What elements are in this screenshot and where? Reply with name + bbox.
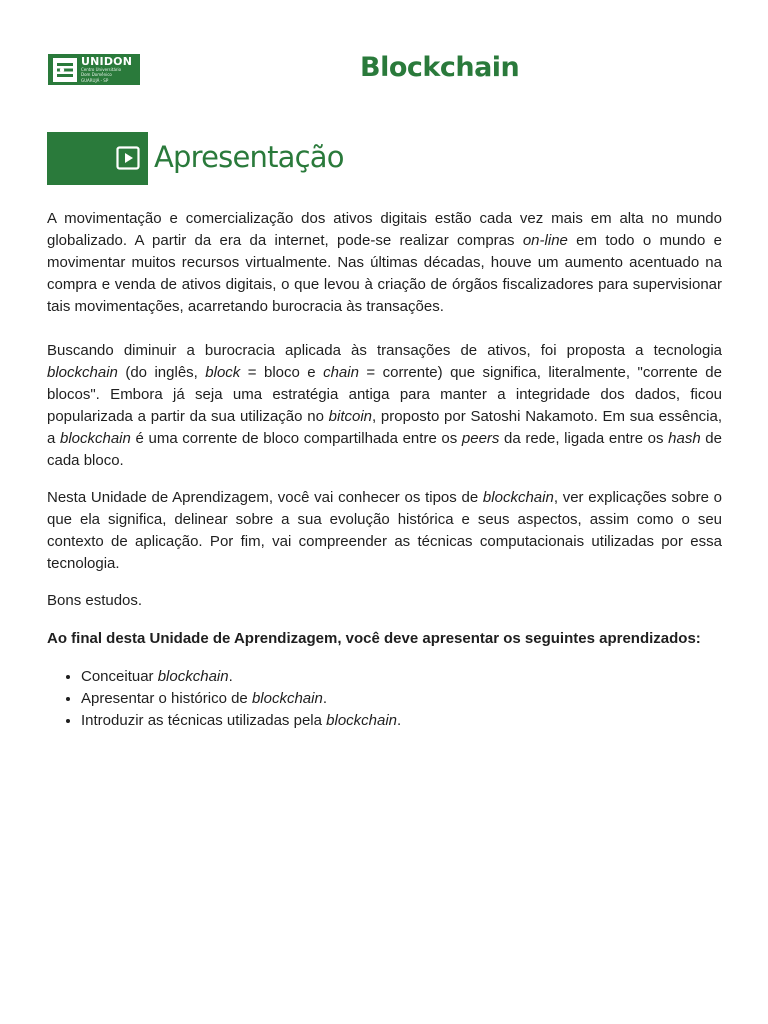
unit-overview-paragraph: Nesta Unidade de Aprendizagem, você vai conhecer os tipos de blockchain, ver explicações sobre o que ela significa, delinear sobre a sua evolução histórica e seus aspectos, assim como o seu contexto de aplicação. Por fim, vai compreender as técnicas computacionais utilizadas por essa tecnologia. [47,489,722,572]
unidon-logo [48,54,140,85]
list-item: • Conceituar blockchain. [81,666,722,688]
greeting-paragraph: Bons estudos. [47,592,143,609]
logo-emblem-icon [53,58,77,82]
logo-subtitle-1: Centro Universitário [81,67,122,73]
play-icon [116,146,140,170]
list-item: • Introduzir as técnicas utilizadas pela blockchain. [81,710,722,732]
logo-subtitle-3: GUARUJÁ - SP [81,77,109,83]
presentation-content [47,208,722,732]
document-title: Blockchain [360,52,520,83]
goals-heading: Ao final desta Unidade de Aprendizagem, você deve apresentar os seguintes aprendizados: [47,630,701,647]
logo-subtitle-2: Dom Domênico [81,72,112,78]
section-title: Apresentação [154,140,344,174]
blockchain-definition-paragraph: Buscando diminuir a burocracia aplicada às transações de ativos, foi proposta a tecnologia blockchain (do inglês, block = bloco e chain = corrente) que significa, literalmente, "corrente de blocos". Embora já seja uma estratégia antiga para manter a integridade dos dados, ficou popularizada a partir da sua utilização no bitcoin, proposto por Satoshi Nakamoto. Em sua essência, a blockchain é uma corrente de bloco compartilhada entre os peers da rede, ligada entre os hash de cada bloco. [47,342,722,469]
logo-name: UNIDON [81,55,133,69]
goals-list [47,666,722,732]
list-item: • Apresentar o histórico de blockchain. [81,688,722,710]
intro-paragraph: A movimentação e comercialização dos ativos digitais estão cada vez mais em alta no mundo globalizado. A partir da era da internet, pode-se realizar compras on-line em todo o mundo e movimentar muitos recursos virtualmente. Nas últimas décadas, houve um aumento acentuado na compra e venda de ativos digitais, o que levou à criação de órgãos fiscalizadores para supervisionar tais movimentações, acarretando burocracia às transações. [47,210,723,315]
